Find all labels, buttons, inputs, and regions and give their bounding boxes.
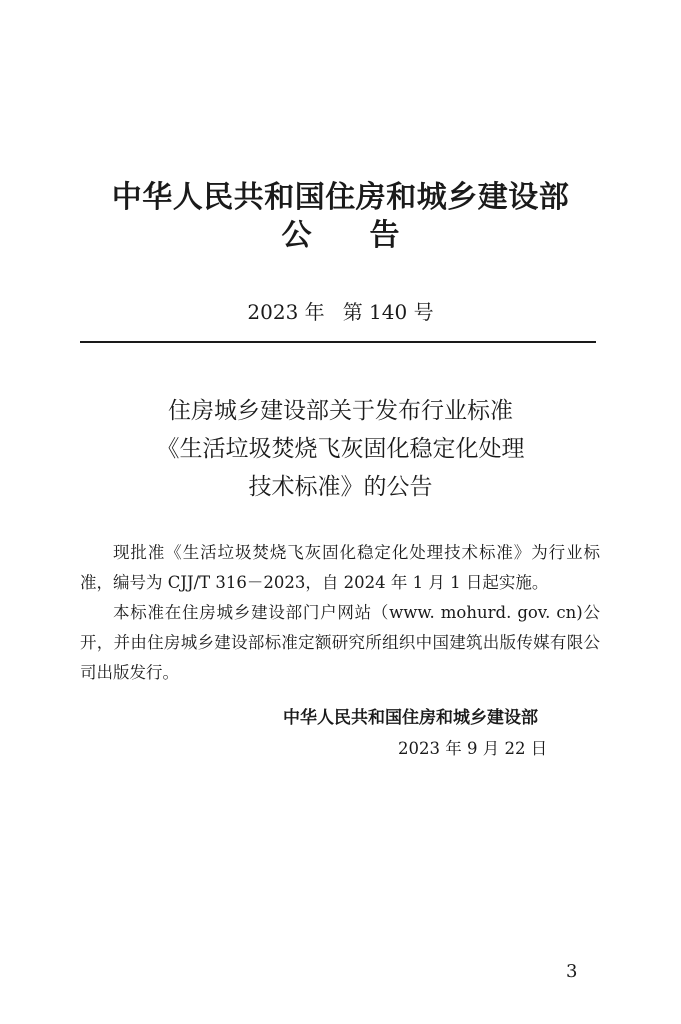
notice-heading [0, 216, 681, 256]
header-divider [80, 341, 596, 343]
notice-serial: 第 140 号 [342, 300, 434, 324]
document-title [0, 392, 681, 506]
signature-organization: 中华人民共和国住房和城乡建设部 [283, 708, 538, 728]
ministry-heading: 中华人民共和国住房和城乡建设部 [111, 180, 570, 215]
notice-heading-right: 告 [369, 218, 400, 253]
page-number: 3 [566, 961, 578, 982]
document-body [80, 538, 600, 688]
body-paragraph-2: 本标准在住房城乡建设部门户网站（www. mohurd. gov. cn)公开，并由住房城乡建设部标准定额研究所组织中国建筑出版传媒有限公司出版发行。 [80, 603, 600, 682]
notice-number [0, 298, 681, 326]
signature-date: 2023 年 9 月 22 日 [398, 739, 548, 758]
notice-year: 2023 年 [247, 300, 325, 324]
document-title-line-2: 《生活垃圾焚烧飞灰固化稳定化处理 [156, 436, 525, 462]
notice-heading-left: 公 [281, 218, 312, 253]
document-title-line-3: 技术标准》的公告 [248, 474, 433, 500]
body-paragraph-1: 现批准《生活垃圾焚烧飞灰固化稳定化处理技术标准》为行业标准，编号为 CJJ/T 316－2023，自 2024 年 1 月 1 日起实施。 [80, 543, 600, 592]
document-title-line-1: 住房城乡建设部关于发布行业标准 [168, 398, 513, 424]
